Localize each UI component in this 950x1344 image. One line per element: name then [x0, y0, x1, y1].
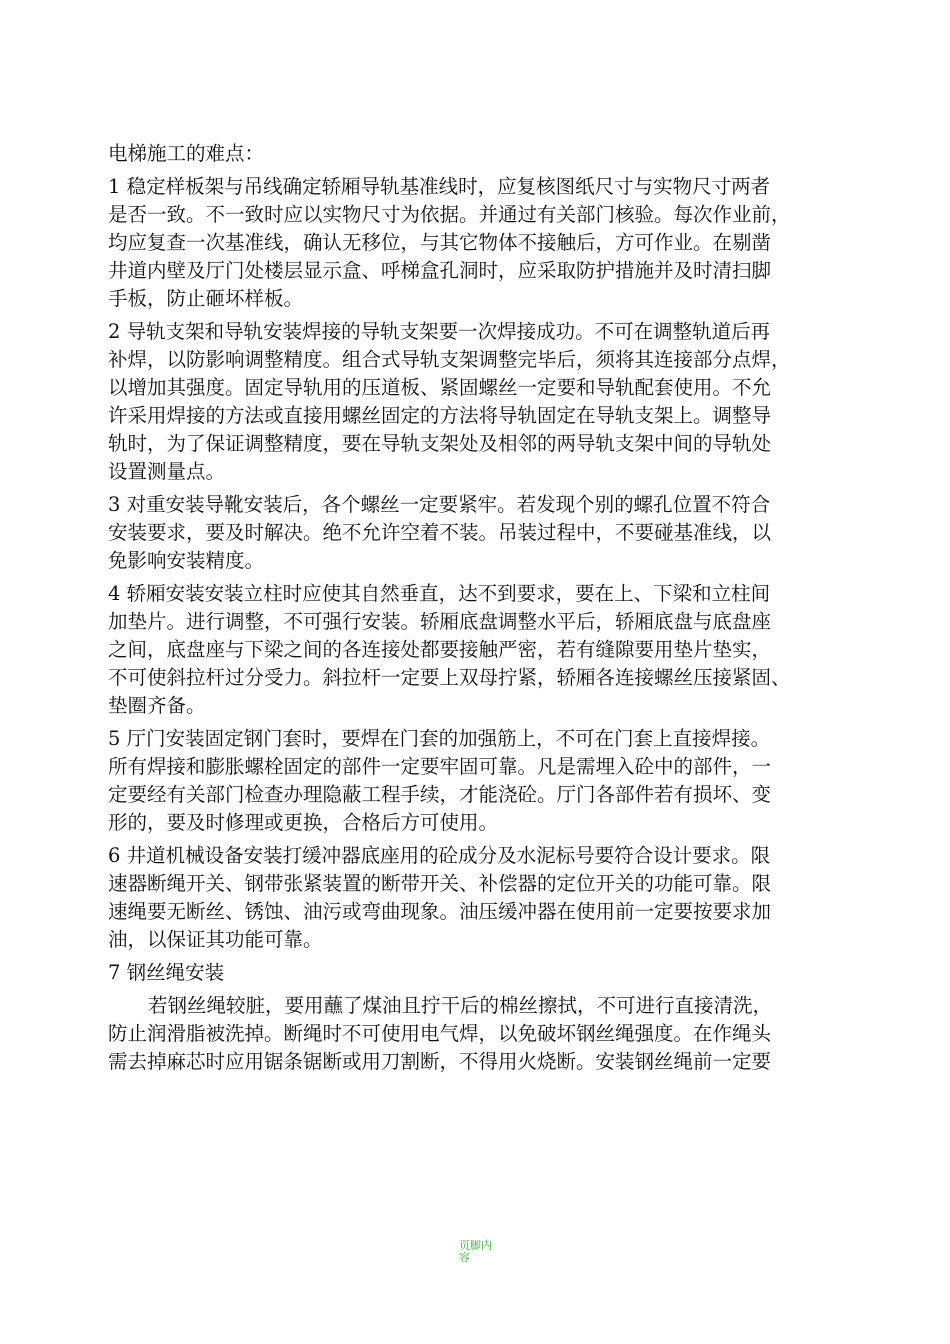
paragraph-line: 4 轿厢安装安装立柱时应使其自然垂直，达不到要求，要在上、下梁和立柱间 [108, 582, 771, 605]
paragraph-line: 加垫片。进行调整，不可强行安装。轿厢底盘调整水平后，轿厢底盘与底盘座 [108, 610, 772, 633]
paragraph-line: 免影响安装精度。 [108, 549, 265, 572]
page-footer [459, 1240, 503, 1264]
paragraph-line: 均应复查一次基准线，确认无移位，与其它物体不接触后，方可作业。在剔凿 [108, 231, 772, 254]
document-title: 电梯施工的难点： [108, 142, 265, 165]
footer-line: 容 [459, 1251, 470, 1264]
paragraph-line: 7 钢丝绳安装 [108, 961, 225, 984]
paragraph-line: 5 厅门安装固定钢门套时，要焊在门套的加强筋上，不可在门套上直接焊接。 [108, 727, 771, 750]
footer-line: 页脚内 [459, 1239, 492, 1252]
paragraph-line: 补焊，以防影响调整精度。组合式导轨支架调整完毕后，须将其连接部分点焊， [108, 348, 791, 371]
paragraph [108, 491, 868, 575]
paragraph-line: 防止润滑脂被洗掉。断绳时不可使用电气焊，以免破坏钢丝绳强度。在作绳头 [108, 1022, 772, 1045]
paragraph-line: 井道内壁及厅门处楼层显示盒、呼梯盒孔洞时，应采取防护措施并及时清扫脚 [108, 259, 772, 282]
paragraph-line: 之间，底盘座与下梁之间的各连接处都要接触严密，若有缝隙要用垫片垫实， [108, 638, 772, 661]
paragraph-line: 速绳要无断丝、锈蚀、油污或弯曲现象。油压缓冲器在使用前一定要按要求加 [108, 900, 772, 923]
paragraph-line: 若钢丝绳较脏，要用蘸了煤油且拧干后的棉丝擦拭，不可进行直接清洗， [148, 994, 773, 1017]
paragraph-line: 3 对重安装导靴安装后，各个螺丝一定要紧牢。若发现个别的螺孔位置不符合 [108, 493, 771, 516]
paragraph [108, 318, 868, 486]
paragraph-line: 轨时，为了保证调整精度，要在导轨支架处及相邻的两导轨支架中间的导轨处 [108, 432, 772, 455]
paragraph-line: 设置测量点。 [108, 460, 226, 483]
paragraph-line: 需去掉麻芯时应用锯条锯断或用刀割断，不得用火烧断。安装钢丝绳前一定要 [108, 1050, 772, 1073]
paragraph-line: 形的，要及时修理或更换，合格后方可使用。 [108, 811, 499, 834]
paragraph-line: 安装要求，要及时解决。绝不允许空着不装。吊装过程中，不要碰基准线，以 [108, 521, 772, 544]
paragraph [108, 580, 868, 720]
paragraph-line: 速器断绳开关、钢带张紧装置的断带开关、补偿器的定位开关的功能可靠。限 [108, 872, 772, 895]
paragraph [108, 992, 868, 1076]
paragraph-line: 许采用焊接的方法或直接用螺丝固定的方法将导轨固定在导轨支架上。调整导 [108, 404, 772, 427]
paragraph-line: 手板，防止砸坏样板。 [108, 287, 304, 310]
paragraph-line: 1 稳定样板架与吊线确定轿厢导轨基准线时，应复核图纸尺寸与实物尺寸两者 [108, 175, 771, 198]
paragraph-line: 6 井道机械设备安装打缓冲器底座用的砼成分及水泥标号要符合设计要求。限 [108, 844, 771, 867]
paragraph-line: 2 导轨支架和导轨安装焊接的导轨支架要一次焊接成功。不可在调整轨道后再 [108, 320, 771, 343]
paragraph-line: 垫圈齐备。 [108, 694, 206, 717]
paragraph-line: 不可使斜拉杆过分受力。斜拉杆一定要上双母拧紧，轿厢各连接螺丝压接紧固、 [108, 666, 791, 689]
paragraph [108, 725, 868, 837]
paragraph [108, 959, 868, 987]
paragraph [108, 173, 868, 313]
paragraph [108, 842, 868, 954]
paragraph-line: 以增加其强度。固定导轨用的压道板、紧固螺丝一定要和导轨配套使用。不允 [108, 376, 772, 399]
paragraph-line: 油，以保证其功能可靠。 [108, 928, 323, 951]
document-body [108, 140, 868, 1076]
paragraph-line: 所有焊接和膨胀螺栓固定的部件一定要牢固可靠。凡是需埋入砼中的部件，一 [108, 755, 772, 778]
paragraph-line: 是否一致。不一致时应以实物尺寸为依据。并通过有关部门核验。每次作业前， [108, 203, 791, 226]
paragraph-line: 定要经有关部门检查办理隐蔽工程手续，才能浇砼。厅门各部件若有损坏、变 [108, 783, 772, 806]
